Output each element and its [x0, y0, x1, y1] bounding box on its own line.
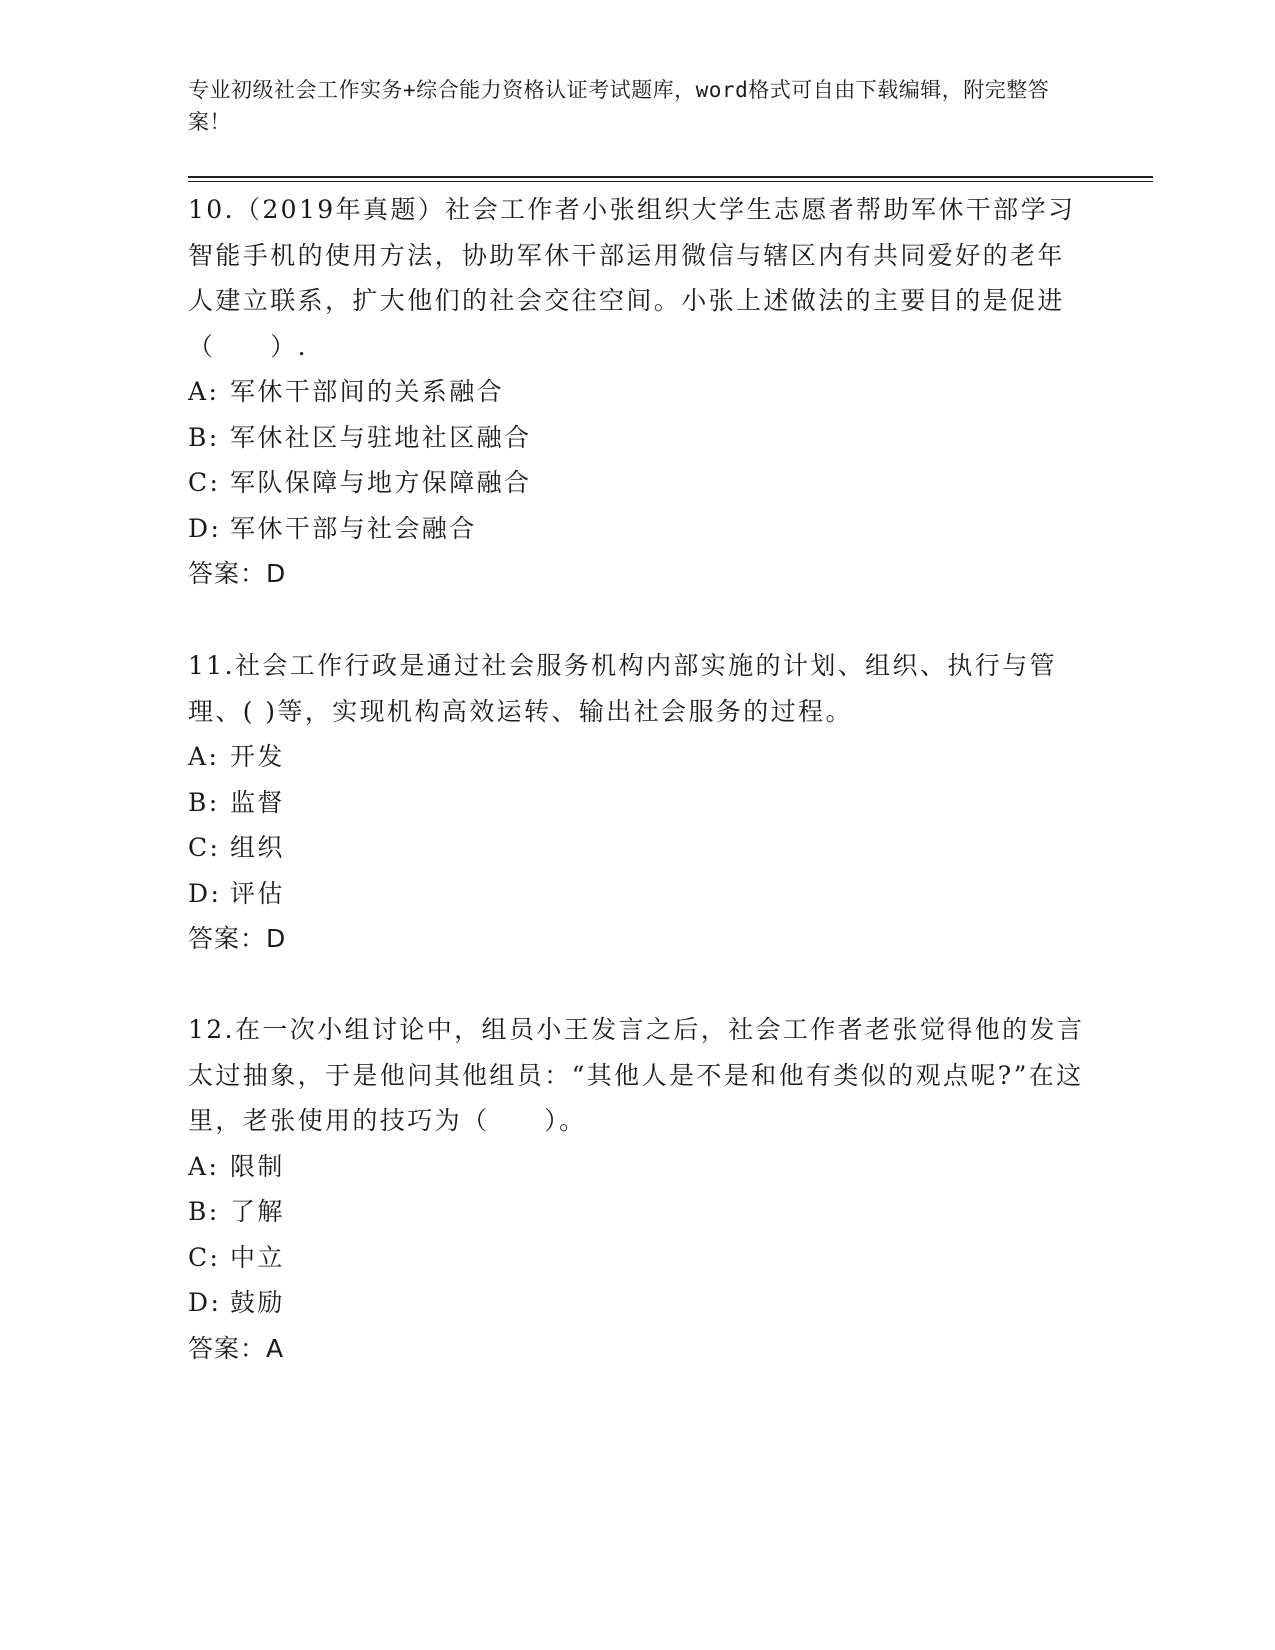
option-text: 鼓励 [230, 1288, 285, 1317]
option-a [188, 734, 1088, 780]
option-letter: C: [188, 1242, 221, 1272]
option-letter: C: [188, 468, 221, 497]
option-letter: B: [188, 787, 220, 817]
option-text: 限制 [230, 1151, 285, 1181]
option-text: 军休社区与驻地社区融合 [230, 422, 532, 452]
option-letter: B: [188, 422, 220, 452]
option-a [188, 369, 1088, 415]
option-text: 了解 [230, 1197, 285, 1226]
option-text: 评估 [230, 878, 285, 908]
option-letter: A: [188, 1151, 220, 1181]
option-letter: D: [188, 878, 222, 908]
option-text: 开发 [230, 742, 285, 771]
question-12 [188, 1007, 1088, 1371]
option-letter: C: [188, 833, 221, 862]
option-text: 军休干部间的关系融合 [230, 377, 505, 406]
question-stem: 12.在一次小组讨论中，组员小王发言之后，社会工作者老张觉得他的发言太过抽象，于是他问其他组员：“其他人是不是和他有类似的观点呢?”在这里，老张使用的技巧为（ ）。 [188, 1015, 1085, 1135]
option-text: 军休干部与社会融合 [230, 513, 477, 543]
question-stem: 11.社会工作行政是通过社会服务机构内部实施的计划、组织、执行与管理、( )等，实现机构高效运转、输出社会服务的过程。 [188, 651, 1057, 726]
question-stem: 10.（2019年真题）社会工作者小张组织大学生志愿者帮助军休干部学习智能手机的使用方法，协助军休干部运用微信与辖区内有共同爱好的老年人建立联系，扩大他们的社会交往空间。小张上述做法的主要目的是促进（ ）. [188, 195, 1076, 361]
header-divider-thick [188, 176, 1153, 178]
answer-line: 答案：D [188, 924, 287, 953]
option-letter: D: [188, 1288, 222, 1317]
option-text: 监督 [230, 787, 285, 817]
option-c [188, 825, 1088, 871]
option-letter: A: [188, 742, 220, 771]
header-divider-thin [188, 181, 1153, 182]
option-d [188, 871, 1088, 917]
option-letter: B: [188, 1197, 220, 1226]
option-letter: A: [188, 377, 220, 406]
option-text: 组织 [230, 833, 285, 862]
option-c [188, 460, 1088, 506]
option-d [188, 1280, 1088, 1326]
option-c [188, 1235, 1088, 1281]
option-b [188, 780, 1088, 826]
option-letter: D: [188, 513, 222, 543]
option-text: 中立 [230, 1242, 285, 1272]
option-b [188, 1189, 1088, 1235]
question-10 [188, 187, 1088, 597]
question-11 [188, 643, 1088, 962]
option-text: 军队保障与地方保障融合 [230, 468, 532, 497]
option-a [188, 1144, 1088, 1190]
answer-line: 答案：D [188, 559, 287, 588]
option-b [188, 415, 1088, 461]
option-d [188, 506, 1088, 552]
page-header: 专业初级社会工作实务+综合能力资格认证考试题库，word格式可自由下载编辑，附完整答案！ [188, 78, 1050, 134]
answer-line: 答案：A [188, 1333, 285, 1363]
